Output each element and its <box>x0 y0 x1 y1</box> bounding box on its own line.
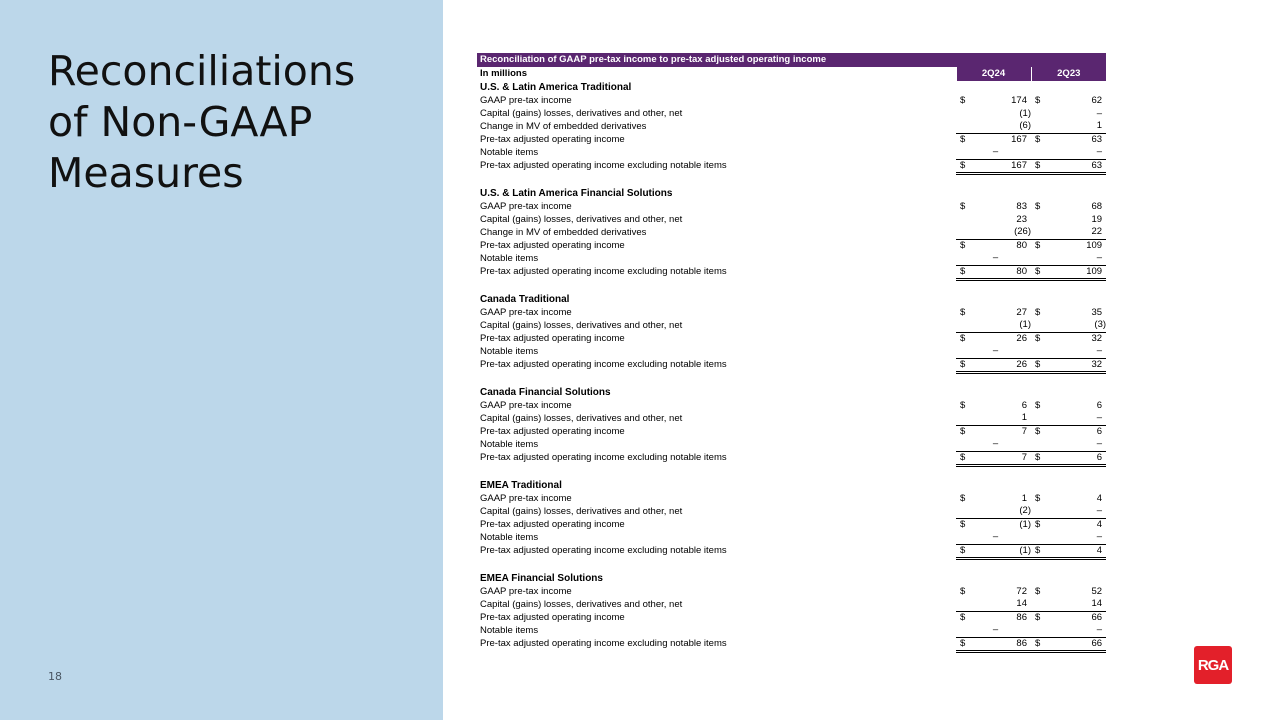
currency-symbol-current <box>956 412 964 425</box>
value-prior-period: – <box>1096 345 1103 357</box>
value-current-period: 1 <box>1021 412 1027 424</box>
table-row <box>477 412 1106 425</box>
value-prior-period: 6 <box>1096 399 1103 411</box>
table-row <box>477 94 1106 107</box>
currency-symbol-prior: $ <box>1031 133 1039 146</box>
row-label: Pre-tax adjusted operating income excluding notable items <box>480 266 727 277</box>
currency-symbol-current: $ <box>960 399 966 411</box>
value-prior-period: 6 <box>1039 425 1106 438</box>
period-header-current: 2Q24 <box>956 67 1031 81</box>
value-prior-period: 109 <box>1039 239 1106 252</box>
currency-symbol-prior <box>1031 252 1039 265</box>
value-current-period: 6 <box>1021 399 1027 411</box>
currency-symbol-current <box>956 505 964 518</box>
currency-symbol-current: $ <box>956 518 964 531</box>
value-current-period: – <box>992 531 999 543</box>
value-current-period: (6) <box>1019 120 1031 132</box>
row-label: Pre-tax adjusted operating income <box>480 611 625 623</box>
currency-symbol-prior <box>1031 226 1039 239</box>
currency-symbol-prior: $ <box>1031 332 1039 345</box>
table-row <box>477 425 1106 438</box>
section-spacer <box>477 279 1106 293</box>
table-row <box>477 624 1106 637</box>
value-current-period: (26) <box>1014 226 1031 238</box>
spacer-cell <box>477 279 1106 293</box>
value-current-period: 26 <box>964 358 1031 372</box>
row-label: Capital (gains) losses, derivatives and other, net <box>480 213 683 225</box>
currency-symbol-current: $ <box>956 159 964 173</box>
currency-symbol-prior: $ <box>1035 399 1041 411</box>
spacer-cell <box>477 372 1106 386</box>
row-label: Capital (gains) losses, derivatives and other, net <box>480 319 683 331</box>
value-prior-period: – <box>1096 107 1103 119</box>
currency-symbol-prior: $ <box>1031 637 1039 651</box>
value-prior-period: 109 <box>1039 265 1106 279</box>
section-header-row <box>477 386 1106 399</box>
section-header-row <box>477 187 1106 200</box>
currency-symbol-current: $ <box>956 451 964 465</box>
currency-symbol-prior <box>1031 505 1039 518</box>
table-row <box>477 399 1106 412</box>
section-spacer <box>477 465 1106 479</box>
currency-symbol-current <box>956 624 964 637</box>
currency-symbol-current <box>956 531 964 544</box>
section-header-row <box>477 479 1106 492</box>
value-prior-period: 4 <box>1039 518 1106 531</box>
currency-symbol-current: $ <box>960 306 966 318</box>
currency-symbol-prior: $ <box>1035 200 1041 212</box>
currency-symbol-prior: $ <box>1031 544 1039 558</box>
table-row <box>477 306 1106 319</box>
currency-symbol-current: $ <box>956 611 964 624</box>
value-prior-period: 62 <box>1091 94 1103 106</box>
value-prior-period: 1 <box>1096 120 1103 132</box>
row-label: Pre-tax adjusted operating income <box>480 133 625 145</box>
row-label: Change in MV of embedded derivatives <box>480 120 647 132</box>
section-spacer <box>477 173 1106 187</box>
spacer-cell <box>477 465 1106 479</box>
value-current-period: 174 <box>1011 94 1027 106</box>
currency-symbol-current: $ <box>960 94 966 106</box>
value-prior-period: – <box>1096 624 1103 636</box>
value-prior-period: 52 <box>1091 585 1103 597</box>
value-prior-period: 63 <box>1039 159 1106 173</box>
table-row <box>477 518 1106 531</box>
row-label: GAAP pre-tax income <box>480 200 572 212</box>
table-row <box>477 200 1106 213</box>
table-row <box>477 332 1106 345</box>
value-prior-period: – <box>1096 412 1103 424</box>
value-current-period: 80 <box>964 265 1031 279</box>
currency-symbol-current: $ <box>956 637 964 651</box>
value-current-period: 1 <box>1021 492 1027 504</box>
table-row <box>477 611 1106 624</box>
currency-symbol-prior <box>1031 598 1039 611</box>
row-label: Pre-tax adjusted operating income excluding notable items <box>480 452 727 463</box>
row-label: Pre-tax adjusted operating income <box>480 239 625 251</box>
row-label: Pre-tax adjusted operating income excluding notable items <box>480 160 727 171</box>
table-row <box>477 159 1106 173</box>
row-label: Capital (gains) losses, derivatives and other, net <box>480 107 683 119</box>
value-prior-period: – <box>1096 146 1103 158</box>
row-label: Pre-tax adjusted operating income <box>480 518 625 530</box>
currency-symbol-current: $ <box>956 133 964 146</box>
currency-symbol-prior: $ <box>1031 611 1039 624</box>
table-row <box>477 226 1106 239</box>
currency-symbol-prior: $ <box>1035 94 1041 106</box>
section-title: Canada Financial Solutions <box>480 386 611 398</box>
value-current-period: – <box>992 438 999 450</box>
value-prior-period: – <box>1096 531 1103 543</box>
row-label: GAAP pre-tax income <box>480 399 572 411</box>
value-current-period: (1) <box>964 544 1031 558</box>
currency-symbol-prior <box>1031 412 1039 425</box>
row-label: Notable items <box>480 345 539 357</box>
table-title-row <box>477 53 1106 67</box>
currency-symbol-current <box>956 252 964 265</box>
currency-symbol-prior <box>1031 438 1039 451</box>
table-row <box>477 544 1106 558</box>
value-prior-period: 4 <box>1039 544 1106 558</box>
row-label: Capital (gains) losses, derivatives and other, net <box>480 412 683 424</box>
currency-symbol-current <box>956 213 964 226</box>
table-row <box>477 252 1106 265</box>
row-label: GAAP pre-tax income <box>480 585 572 597</box>
row-label: Pre-tax adjusted operating income <box>480 332 625 344</box>
row-label: GAAP pre-tax income <box>480 94 572 106</box>
value-current-period: 14 <box>1016 598 1027 610</box>
section-header-row <box>477 81 1106 94</box>
units-label: In millions <box>480 68 527 79</box>
reconciliation-table <box>477 53 1106 653</box>
table-row <box>477 239 1106 252</box>
table-row <box>477 492 1106 505</box>
value-current-period: – <box>992 146 999 158</box>
currency-symbol-prior: $ <box>1035 306 1041 318</box>
page-number: 18 <box>48 670 62 683</box>
value-current-period: – <box>992 252 999 264</box>
currency-symbol-current: $ <box>956 332 964 345</box>
table-row <box>477 637 1106 651</box>
currency-symbol-prior: $ <box>1031 425 1039 438</box>
value-current-period: 86 <box>964 611 1031 624</box>
table-row <box>477 319 1106 332</box>
row-label: Change in MV of embedded derivatives <box>480 226 647 238</box>
table-row <box>477 505 1106 518</box>
value-current-period: 86 <box>964 637 1031 651</box>
section-header-row <box>477 572 1106 585</box>
currency-symbol-prior <box>1031 345 1039 358</box>
value-current-period: (1) <box>1019 107 1031 119</box>
row-label: Notable items <box>480 146 539 158</box>
currency-symbol-current <box>956 598 964 611</box>
currency-symbol-current: $ <box>960 492 966 504</box>
value-prior-period: 32 <box>1039 332 1106 345</box>
currency-symbol-current <box>956 146 964 159</box>
currency-symbol-prior: $ <box>1035 492 1041 504</box>
section-spacer <box>477 558 1106 572</box>
currency-symbol-prior: $ <box>1031 518 1039 531</box>
currency-symbol-current: $ <box>956 239 964 252</box>
row-label: Notable items <box>480 438 539 450</box>
table-row <box>477 531 1106 544</box>
row-label: Notable items <box>480 531 539 543</box>
table-row <box>477 265 1106 279</box>
section-title: EMEA Financial Solutions <box>480 572 603 584</box>
table-row <box>477 598 1106 611</box>
table-header-row <box>477 67 1106 81</box>
currency-symbol-current <box>956 345 964 358</box>
value-current-period: (2) <box>1019 505 1031 517</box>
value-prior-period: – <box>1096 252 1103 264</box>
currency-symbol-current: $ <box>960 200 966 212</box>
currency-symbol-prior <box>1031 120 1039 133</box>
currency-symbol-prior: $ <box>1031 265 1039 279</box>
value-prior-period: – <box>1096 438 1103 450</box>
currency-symbol-current <box>956 438 964 451</box>
value-current-period: 83 <box>1016 200 1027 212</box>
spacer-cell <box>477 173 1106 187</box>
section-title: U.S. & Latin America Financial Solutions <box>480 187 673 199</box>
currency-symbol-prior: $ <box>1031 239 1039 252</box>
slide-title: Reconciliations of Non-GAAP Measures <box>48 47 356 197</box>
value-current-period: 26 <box>964 332 1031 345</box>
currency-symbol-current <box>956 319 964 332</box>
currency-symbol-current: $ <box>956 425 964 438</box>
section-header-row <box>477 293 1106 306</box>
value-current-period: 167 <box>964 159 1031 173</box>
currency-symbol-current <box>956 226 964 239</box>
currency-symbol-current: $ <box>956 265 964 279</box>
value-prior-period: 4 <box>1096 492 1103 504</box>
value-prior-period: 22 <box>1091 226 1103 238</box>
value-current-period: 23 <box>1016 213 1027 225</box>
currency-symbol-prior: $ <box>1031 159 1039 173</box>
row-label: Notable items <box>480 252 539 264</box>
value-current-period: – <box>992 624 999 636</box>
row-label: Capital (gains) losses, derivatives and other, net <box>480 505 683 517</box>
currency-symbol-current: $ <box>960 585 966 597</box>
rga-logo: RGA <box>1194 646 1232 684</box>
reconciliation-table-body <box>477 53 1106 651</box>
value-prior-period: – <box>1096 505 1103 517</box>
currency-symbol-current: $ <box>956 544 964 558</box>
currency-symbol-current <box>956 107 964 120</box>
value-current-period: 7 <box>964 451 1031 465</box>
value-prior-period: 32 <box>1039 358 1106 372</box>
value-current-period: 27 <box>1016 306 1027 318</box>
currency-symbol-prior <box>1031 531 1039 544</box>
row-label: Pre-tax adjusted operating income excluding notable items <box>480 545 727 556</box>
table-row <box>477 358 1106 372</box>
currency-symbol-prior <box>1031 107 1039 120</box>
value-current-period: 167 <box>964 133 1031 146</box>
value-prior-period: 35 <box>1091 306 1103 318</box>
table-row <box>477 120 1106 133</box>
value-prior-period: (3) <box>1094 319 1107 331</box>
table-row <box>477 451 1106 465</box>
row-label: Pre-tax adjusted operating income excluding notable items <box>480 359 727 370</box>
row-label: GAAP pre-tax income <box>480 306 572 318</box>
value-current-period: (1) <box>964 518 1031 531</box>
currency-symbol-prior <box>1031 146 1039 159</box>
section-title: EMEA Traditional <box>480 479 562 491</box>
currency-symbol-current: $ <box>956 358 964 372</box>
value-current-period: 7 <box>964 425 1031 438</box>
row-label: Pre-tax adjusted operating income <box>480 425 625 437</box>
value-prior-period: 19 <box>1091 213 1103 225</box>
currency-symbol-prior <box>1031 624 1039 637</box>
value-prior-period: 63 <box>1039 133 1106 146</box>
period-header-prior: 2Q23 <box>1031 67 1106 81</box>
value-prior-period: 14 <box>1091 598 1103 610</box>
section-title: U.S. & Latin America Traditional <box>480 81 632 93</box>
table-row <box>477 213 1106 226</box>
value-current-period: 80 <box>964 239 1031 252</box>
table-title: Reconciliation of GAAP pre-tax income to pre-tax adjusted operating income <box>477 53 1106 67</box>
currency-symbol-prior: $ <box>1031 451 1039 465</box>
currency-symbol-prior <box>1031 213 1039 226</box>
value-prior-period: 66 <box>1039 611 1106 624</box>
row-label: Notable items <box>480 624 539 636</box>
currency-symbol-prior: $ <box>1031 358 1039 372</box>
value-current-period: 72 <box>1016 585 1027 597</box>
table-row <box>477 345 1106 358</box>
value-prior-period: 68 <box>1091 200 1103 212</box>
spacer-cell <box>477 558 1106 572</box>
currency-symbol-prior: $ <box>1035 585 1041 597</box>
currency-symbol-prior <box>1031 319 1039 332</box>
value-prior-period: 6 <box>1039 451 1106 465</box>
table-row <box>477 107 1106 120</box>
row-label: Pre-tax adjusted operating income excluding notable items <box>480 638 727 649</box>
section-title: Canada Traditional <box>480 293 570 305</box>
value-current-period: (1) <box>1019 319 1031 331</box>
row-label: GAAP pre-tax income <box>480 492 572 504</box>
value-prior-period: 66 <box>1039 637 1106 651</box>
section-spacer <box>477 372 1106 386</box>
currency-symbol-current <box>956 120 964 133</box>
left-title-panel <box>0 0 443 720</box>
table-row <box>477 146 1106 159</box>
table-row <box>477 585 1106 598</box>
table-row <box>477 438 1106 451</box>
row-label: Capital (gains) losses, derivatives and other, net <box>480 598 683 610</box>
table-row <box>477 133 1106 146</box>
value-current-period: – <box>992 345 999 357</box>
